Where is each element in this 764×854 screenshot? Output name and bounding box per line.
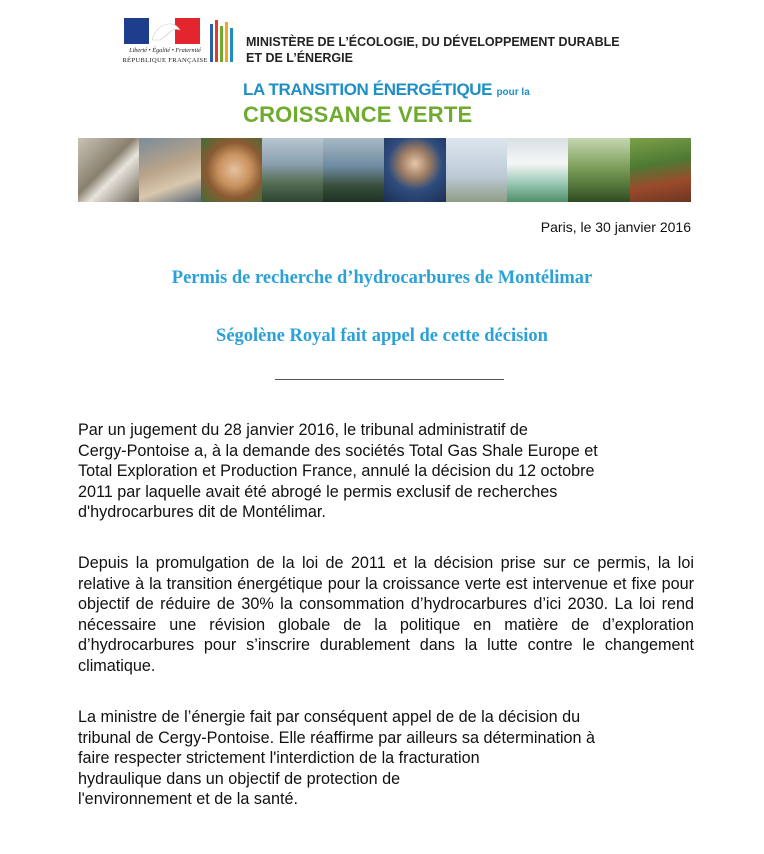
marianne-profile-icon xyxy=(146,20,186,44)
paragraph-line: Par un jugement du 28 janvier 2016, le tribunal administratif de xyxy=(78,421,528,439)
ministry-color-bars-icon xyxy=(209,20,235,64)
republique-francaise-logo xyxy=(120,16,210,66)
logo-motto: Liberté • Égalité • Fraternité xyxy=(129,47,201,54)
banner-photo-child xyxy=(201,138,262,202)
banner-photo-landscape xyxy=(262,138,323,202)
paragraph-line: d'hydrocarbures dit de Montélimar. xyxy=(78,503,326,522)
paragraph-line: tribunal de Cergy-Pontoise. Elle réaffirme par ailleurs sa détermination à xyxy=(78,728,596,747)
press-release-subtitle: Ségolène Royal fait appel de cette décision xyxy=(216,326,548,346)
paragraph-judgment xyxy=(78,420,694,523)
logo-republic: RÉPUBLIQUE FRANÇAISE xyxy=(122,57,208,64)
campaign-tagline xyxy=(243,80,530,132)
banner-photo-coast xyxy=(323,138,384,202)
paragraph-line: Cergy-Pontoise a, à la demande des sociétés Total Gas Shale Europe et xyxy=(78,441,598,460)
tagline-line1-small: pour la xyxy=(496,87,530,98)
paragraph-line: hydraulique dans un objectif de protection de xyxy=(78,769,401,788)
paragraph-energy-law: Depuis la promulgation de la loi de 2011 et la décision prise sur ce permis, la loi relative à la transition énergétique pour la croissance verte est intervenue et fixe pour objectif de réduire de 30% la consommation d’hydrocarbures d’ici 2030. La loi rend nécessaire une révision globale de la politique en matière de d’exploration d’hydrocarbures pour s’inscrire durablement dans la lutte contre le changement climatique. xyxy=(78,554,694,675)
banner-photo-waterfall xyxy=(78,138,139,202)
paragraph-line: l'environnement et de la santé. xyxy=(78,790,298,809)
tagline-line1-main: LA TRANSITION ÉNERGÉTIQUE xyxy=(243,80,493,99)
press-release-title: Permis de recherche d’hydrocarbures de Montélimar xyxy=(171,268,593,288)
banner-photo-electric-car xyxy=(507,138,568,202)
paragraph-line: 2011 par laquelle avait été abrogé le permis exclusif de recherches xyxy=(78,482,558,501)
paragraph-line: Total Exploration et Production France, annulé la décision du 12 octobre xyxy=(78,462,595,481)
banner-photo-wind-turbine xyxy=(446,138,507,202)
ministry-name-line1: MINISTÈRE DE L’ÉCOLOGIE, DU DÉVELOPPEMENT DURABLE xyxy=(246,35,620,49)
ministry-name-line2: ET DE L’ÉNERGIE xyxy=(246,51,353,65)
banner-photo-minister xyxy=(384,138,445,202)
title-separator xyxy=(275,379,504,380)
ministry-name xyxy=(246,34,620,66)
banner-photo-hands xyxy=(139,138,200,202)
paragraph-line: La ministre de l’énergie fait par conséquent appel de de la décision du xyxy=(78,708,581,726)
tagline-line1 xyxy=(243,80,530,100)
paragraph-appeal xyxy=(78,707,694,810)
banner-photo-solar-workers xyxy=(630,138,691,202)
tagline-line2: CROISSANCE VERTE xyxy=(243,102,473,127)
banner-photo-greenhouse xyxy=(568,138,629,202)
paragraph-line: faire respecter strictement l'interdiction de la fracturation xyxy=(78,749,480,768)
letterhead xyxy=(120,16,640,76)
photo-banner xyxy=(78,138,691,202)
press-release-date: Paris, le 30 janvier 2016 xyxy=(540,219,691,235)
